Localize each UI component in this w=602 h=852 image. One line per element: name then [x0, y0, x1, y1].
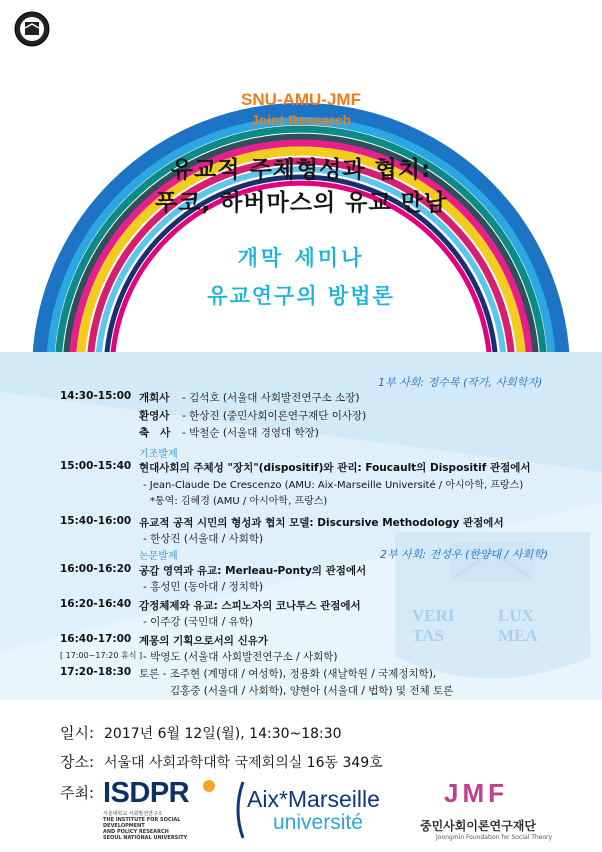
opening-time: 14:30-15:00 [60, 390, 132, 402]
keynote2-time: 15:40-16:00 [60, 515, 132, 527]
paper3-speaker: - 박영도 (서울대 사회발전연구소 / 사회학) [143, 651, 338, 663]
opening-speaker-3: - 박철순 (서울대 경영대 학장) [182, 427, 319, 439]
keynote1-title: 현대사회의 주체성 "장치"(dispositif)와 관리: Foucault의 Dispositif 관점에서 [139, 462, 531, 474]
snu-emblem-logo [13, 10, 51, 48]
joongmin-mark: JMF [444, 778, 508, 808]
papers-label: 논문발제 [139, 551, 178, 562]
watermark-mea: MEA [498, 626, 538, 645]
place-value: 서울대 사회과학대학 국제회의실 16동 349호 [104, 755, 383, 771]
watermark-veri: VERI [412, 606, 455, 625]
paper2-title: 감정체제와 유교: 스피노자의 코나투스 관점에서 [139, 600, 361, 612]
amu-logo [233, 780, 403, 840]
moderator-part2: 2부 사회: 전성우 (한양대 / 사회학) [380, 548, 548, 561]
amu-line2: université [273, 811, 363, 834]
opening-role-2: 환영사 [139, 410, 170, 422]
paper1-time: 16:00-16:20 [60, 563, 132, 575]
isdpr-sub-kr: 서울대학교 사회발전연구소 [103, 811, 163, 817]
opening-role-1: 개회사 [139, 392, 170, 404]
keynote1-time: 15:00-15:40 [60, 460, 132, 472]
watermark-tas: TAS [412, 626, 444, 645]
paper1-speaker: - 홍성민 (동아대 / 정치학) [143, 581, 264, 593]
opening-speaker-1: - 김석호 (서울대 사회발전연구소 소장) [182, 392, 360, 404]
english-title-line1: SNU-AMU-JMF [241, 90, 361, 109]
keynote2-title: 유교적 공적 시민의 형성과 협치 모델: Discursive Methodology 관점에서 [139, 517, 504, 529]
subtitle-line2: 유교연구의 방법론 [207, 284, 395, 308]
moderator-part1: 1부 사회: 정수복 (작가, 사회학자) [378, 376, 543, 389]
joongmin-sub: Joongmin Foundation for Social Theory [436, 834, 553, 841]
paper2-time: 16:20-16:40 [60, 598, 132, 610]
discussion-line2: 김홍중 (서울대 / 사회학), 양현아 (서울대 / 법학) 및 전체 토론 [170, 685, 454, 697]
isdpr-logo [103, 778, 223, 848]
paper2-speaker: - 이주강 (국민대 / 유학) [143, 616, 254, 628]
date-label: 일시: [60, 724, 95, 742]
isdpr-sub-en2: AND POLICY RESEARCH [103, 829, 169, 835]
place-label: 장소: [60, 753, 95, 771]
isdpr-wordmark: ISDPR [103, 777, 190, 809]
main-title-line2: 푸코, 하버마스의 유교 만남 [154, 190, 448, 216]
paper3-time: 16:40-17:00 [60, 633, 132, 645]
paper1-title: 공감 영역과 유교: Merleau-Ponty의 관점에서 [139, 565, 367, 577]
break-note: [ 17:00~17:20 휴식 ] [60, 651, 143, 660]
main-title-line1: 유교적 주체형성과 협치: [170, 157, 432, 183]
keynote2-speaker: - 한상진 (서울대 / 사회학) [143, 533, 264, 545]
schedule-panel [0, 352, 602, 700]
discussion-line1: 토론 - 조주현 (계명대 / 여성학), 정용화 (새날학원 / 국제정치학), [139, 668, 437, 680]
watermark-lux: LUX [498, 606, 534, 625]
keynote-label: 기조발제 [139, 449, 178, 460]
discussion-time: 17:20-18:30 [60, 666, 132, 678]
date-value: 2017년 6월 12일(월), 14:30~18:30 [104, 726, 342, 742]
isdpr-sub-en3: SEOUL NATIONAL UNIVERSITY [103, 835, 188, 841]
keynote1-speaker: - Jean-Claude De Crescenzo (AMU: Aix-Marseille Université / 아시아학, 프랑스) [143, 480, 524, 491]
joongmin-name: 중민사회이론연구재단 [420, 819, 536, 833]
event-info-section [0, 700, 602, 852]
isdpr-sub-en1: THE INSTITUTE FOR SOCIAL DEVELOPMENT [103, 817, 181, 829]
amu-line1: Aix*Marseille [247, 786, 380, 812]
english-title-line2: Joint Research [250, 112, 352, 128]
amu-paren-icon [233, 780, 245, 840]
paper3-title: 계몽의 기획으로서의 신유가 [139, 635, 269, 647]
opening-role-3: 축 사 [139, 427, 171, 439]
isdpr-dot-icon [203, 780, 215, 792]
subtitle-line1: 개막 세미나 [237, 246, 365, 270]
opening-speaker-2: - 한상진 (중민사회이론연구재단 이사장) [182, 410, 367, 422]
joongmin-logo [420, 778, 570, 848]
keynote1-interpreter: *통역: 김혜경 (AMU / 아시아학, 프랑스) [150, 496, 328, 507]
host-label: 주최: [60, 784, 95, 802]
